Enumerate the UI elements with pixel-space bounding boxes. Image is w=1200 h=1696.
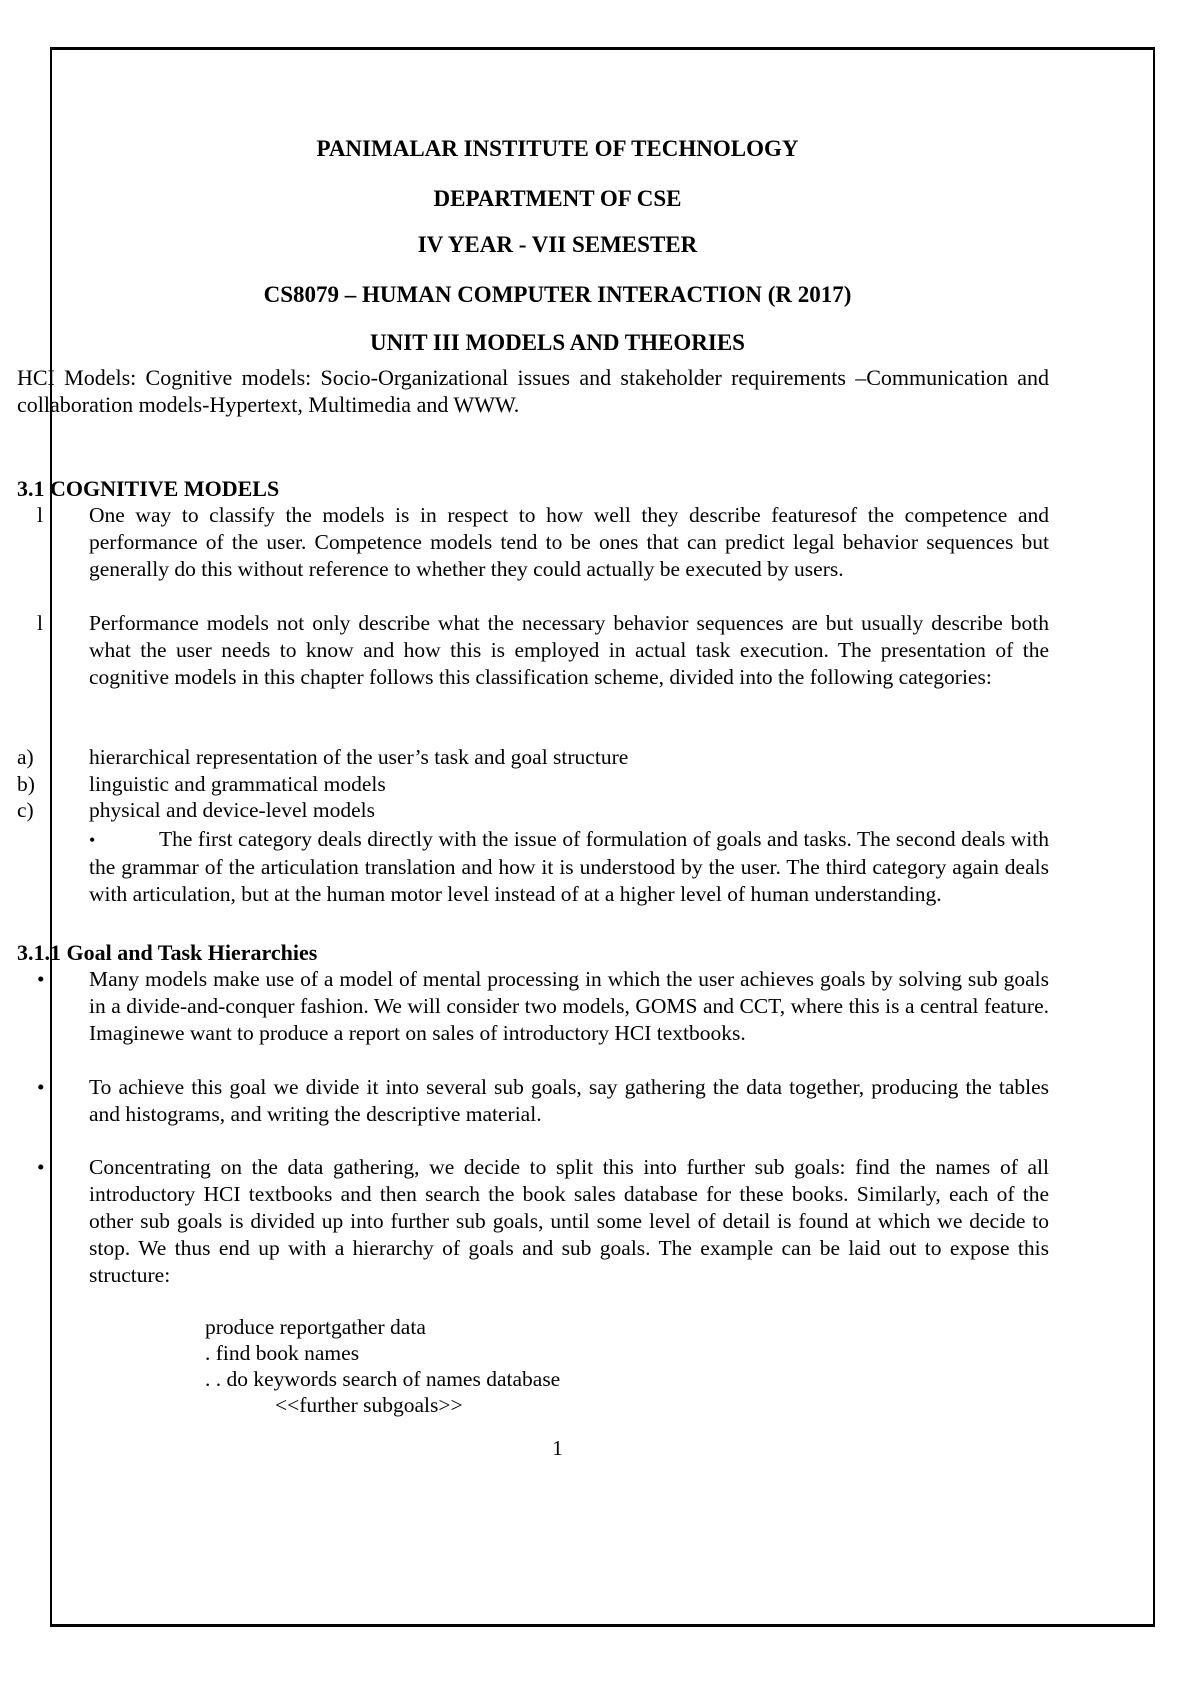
list-item bbox=[17, 1154, 1049, 1289]
hierarchy-line: <<further subgoals>> bbox=[275, 1393, 463, 1417]
note-text: The first category deals directly with the issue of formulation of goals and tasks. The second deals with the grammar of the articulation translation and how it is understood by the user. The third category again deals with articulation, but at the human motor level instead of at a higher level of human understanding. bbox=[89, 827, 1049, 906]
list-item bbox=[17, 1074, 1049, 1128]
section-heading-cognitive-models: 3.1 COGNITIVE MODELS bbox=[17, 476, 280, 501]
section-heading-goal-task: 3.1.1 Goal and Task Hierarchies bbox=[17, 940, 318, 965]
bullet-marker: l bbox=[37, 503, 43, 527]
bullet-marker: • bbox=[37, 1155, 45, 1179]
category-marker: a) bbox=[17, 745, 34, 769]
list-item-text: Many models make use of a model of mental processing in which the user achieves goals by solving sub goals in a divide-and-conquer fashion. We will consider two models, GOMS and CCT, where this is a central feature. Imaginewe want to produce a report on sales of introductory HCI textbooks. bbox=[89, 967, 1049, 1045]
category-note bbox=[17, 826, 1049, 908]
category-item bbox=[17, 744, 1049, 771]
list-item bbox=[17, 610, 1049, 691]
bullet-marker: • bbox=[37, 967, 45, 991]
syllabus-paragraph: HCI Models: Cognitive models: Socio-Organizational issues and stakeholder requirements –Communication and collaboration models-Hypertext, Multimedia and WWW. bbox=[17, 365, 1049, 417]
bullet-marker: l bbox=[37, 611, 43, 635]
category-item bbox=[17, 797, 1049, 824]
list-item-text: Performance models not only describe what the necessary behavior sequences are but usually describe both what the user needs to know and how this is employed in actual task execution. The presentation of the cognitive models in this chapter follows this classification scheme, divided into the following categories: bbox=[89, 611, 1049, 689]
list-item-text: To achieve this goal we divide it into several sub goals, say gathering the data together, producing the tables and histograms, and writing the descriptive material. bbox=[89, 1075, 1049, 1126]
list-item bbox=[17, 966, 1049, 1047]
bullet-marker: • bbox=[37, 1075, 45, 1099]
department-title: DEPARTMENT OF CSE bbox=[433, 186, 682, 211]
course-title: CS8079 – HUMAN COMPUTER INTERACTION (R 2017) bbox=[263, 282, 852, 307]
institute-title: PANIMALAR INSTITUTE OF TECHNOLOGY bbox=[316, 136, 799, 161]
category-text: linguistic and grammatical models bbox=[89, 772, 386, 796]
list-item bbox=[17, 502, 1049, 583]
page-number: 1 bbox=[552, 1436, 563, 1460]
category-item bbox=[17, 771, 1049, 798]
note-bullet: • bbox=[89, 830, 96, 850]
list-item-text: One way to classify the models is in respect to how well they describe featuresof the competence and performance of the user. Competence models tend to be ones that can predict legal behavior sequences but generally do this without reference to whether they could actually be executed by users. bbox=[89, 503, 1049, 581]
hierarchy-line: . find book names bbox=[205, 1341, 360, 1365]
category-text: physical and device-level models bbox=[89, 798, 375, 822]
category-marker: b) bbox=[17, 772, 35, 796]
hierarchy-line: . . do keywords search of names database bbox=[205, 1367, 561, 1391]
hierarchy-line: produce reportgather data bbox=[205, 1315, 426, 1339]
list-item-text: Concentrating on the data gathering, we decide to split this into further sub goals: find the names of all introductory HCI textbooks and then search the book sales database for these books. Similarly, each of the other sub goals is divided up into further sub goals, until some level of detail is found at which we decide to stop. We thus end up with a hierarchy of goals and sub goals. The example can be laid out to expose this structure: bbox=[89, 1155, 1049, 1287]
unit-title: UNIT III MODELS AND THEORIES bbox=[370, 330, 745, 355]
year-title: IV YEAR - VII SEMESTER bbox=[417, 232, 698, 257]
category-marker: c) bbox=[17, 798, 34, 822]
category-text: hierarchical representation of the user’s task and goal structure bbox=[89, 745, 629, 769]
